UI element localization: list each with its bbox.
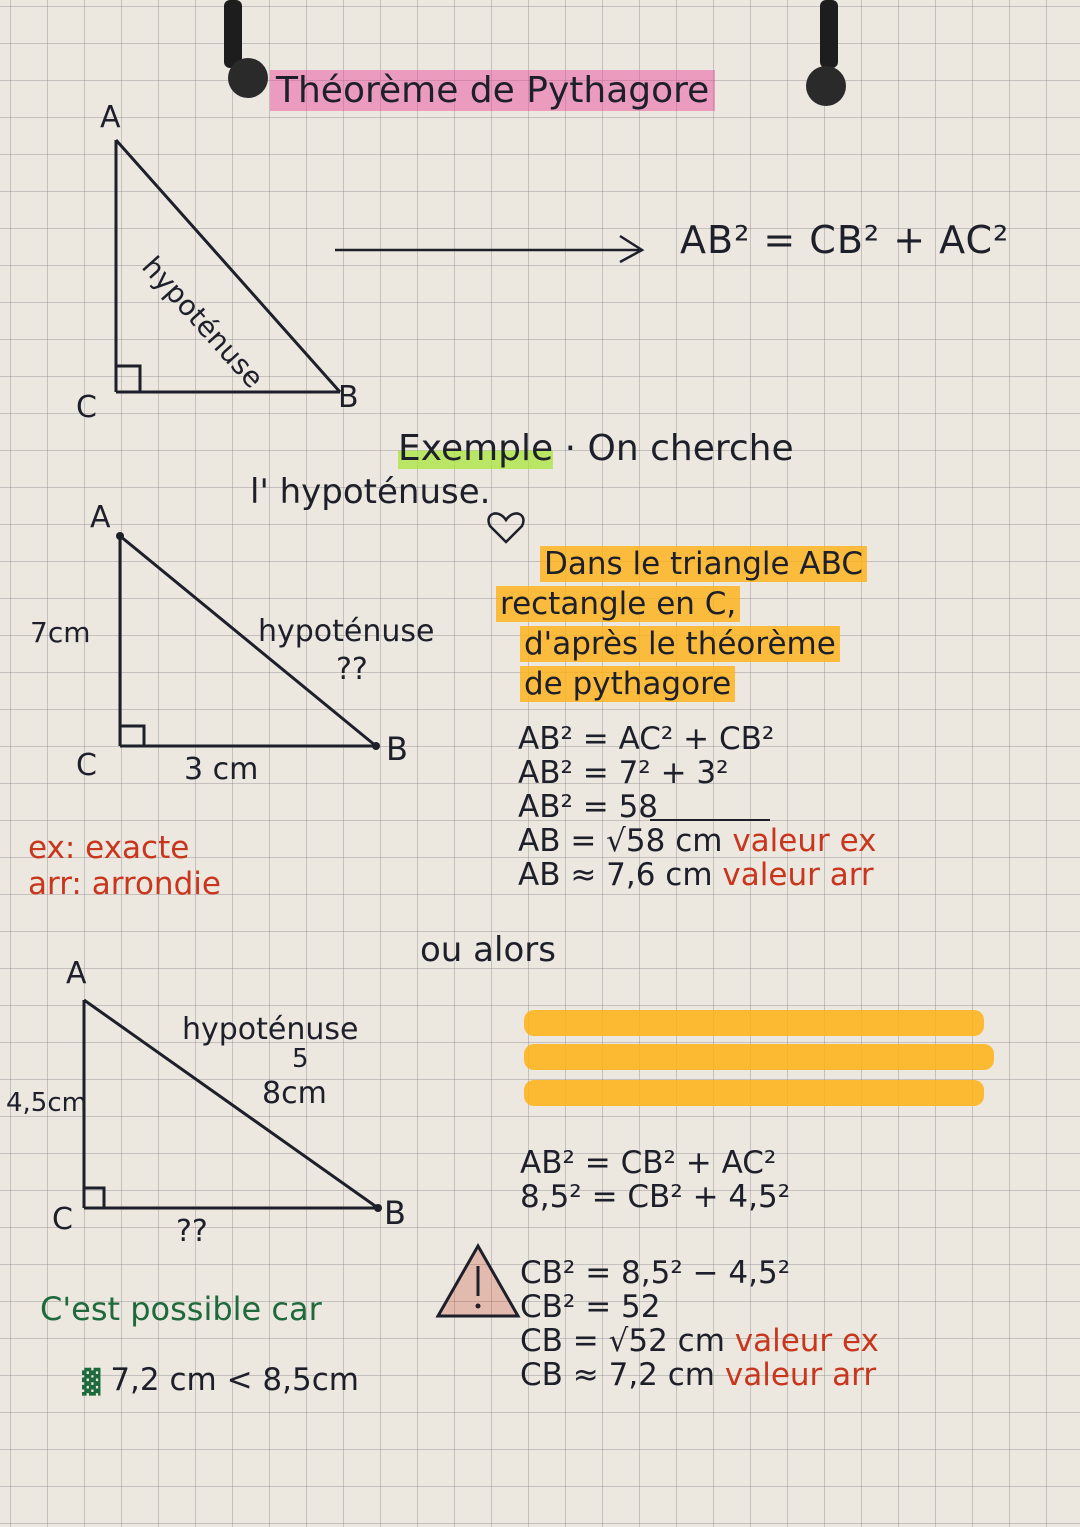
example-word: Exemple	[398, 428, 554, 469]
s1-vertex-b: B	[338, 380, 359, 415]
s2-vertex-c: C	[76, 748, 97, 783]
title-text: Théorème de Pythagore	[270, 70, 715, 111]
abbreviation-legend	[28, 830, 221, 902]
highlighted-sentence	[500, 544, 1060, 704]
s3-hypotenuse-label: hypoténuse	[182, 1012, 359, 1047]
highlight-bar	[524, 1044, 994, 1070]
point-b-dot	[372, 742, 380, 750]
highlight-line-2: rectangle en C,	[496, 584, 1060, 624]
highlight-bar	[524, 1080, 984, 1106]
s2-side-ac: 7cm	[30, 616, 91, 649]
s2-vertex-b: B	[386, 730, 408, 768]
or-else-connector: ou alors	[420, 930, 556, 970]
s3-hypotenuse-old-value: 5	[292, 1044, 309, 1074]
legend-rounded: arr: arrondie	[28, 866, 221, 902]
conclusion-line-1: C'est possible car	[40, 1290, 322, 1328]
s3-side-cb: ??	[176, 1214, 208, 1249]
s3-step: 8,5² = CB² + 4,5²	[520, 1179, 791, 1216]
arrow-icon	[335, 236, 642, 262]
s2-steps	[518, 722, 876, 892]
s3-step: AB² = CB² + AC²	[520, 1145, 777, 1181]
highlight-bar	[524, 1010, 984, 1036]
s2-step: AB² = 7² + 3²	[518, 755, 729, 792]
s3-step: CB = √52 cm valeur ex	[520, 1323, 879, 1360]
s1-vertex-c: C	[76, 390, 97, 425]
scribble-mark: ▓	[82, 1368, 101, 1396]
point-a-dot	[116, 532, 124, 540]
rounded-value-note: valeur arr	[724, 1357, 877, 1394]
example-rest: · On cherche	[553, 428, 794, 469]
s2-side-cb: 3 cm	[184, 752, 259, 787]
s3-steps	[520, 1256, 879, 1392]
s1-hypotenuse-label: hypoténuse	[135, 250, 271, 395]
s2-step: AB ≈ 7,6 cm valeur arr	[518, 857, 874, 894]
s2-vertex-a: A	[90, 500, 111, 535]
s3-vertex-b: B	[384, 1194, 406, 1232]
s2-step: AB = √58 cm valeur ex	[518, 823, 877, 860]
pythagoras-formula: AB² = CB² + AC²	[680, 218, 1010, 262]
s3-vertex-a: A	[66, 956, 87, 991]
s3-step: CB² = 52	[520, 1289, 661, 1326]
s3-vertex-c: C	[52, 1202, 73, 1237]
exact-value-note: valeur ex	[734, 1323, 879, 1360]
s2-hypotenuse-value: ??	[336, 652, 368, 687]
s3-step: CB² = 8,5² − 4,5²	[520, 1255, 791, 1291]
example-heading	[398, 428, 794, 469]
exact-value-note: valeur ex	[732, 823, 877, 860]
rounded-value-note: valeur arr	[722, 857, 874, 894]
s3-hypotenuse-value: 8cm	[262, 1076, 327, 1111]
legend-exact: ex: exacte	[28, 830, 190, 866]
point-b3-dot	[374, 1204, 382, 1212]
example-heading-line2: l' hypoténuse.	[250, 472, 491, 512]
warning-triangle-icon	[438, 1246, 518, 1316]
s3-side-ac: 4,5cm	[6, 1088, 87, 1118]
s2-hypotenuse-label: hypoténuse	[258, 614, 435, 649]
highlight-line-1: Dans le triangle ABC	[520, 544, 1060, 584]
highlight-line-3: d'après le théorème	[520, 624, 1060, 664]
s3-step: CB ≈ 7,2 cm valeur arr	[520, 1357, 877, 1394]
s3-steps-top	[520, 1146, 790, 1214]
conclusion-line-2: ▓ 7,2 cm < 8,5cm	[82, 1362, 359, 1398]
s2-step: AB² = 58	[518, 789, 659, 826]
highlight-line-4: de pythagore	[520, 664, 1060, 704]
heart-icon	[489, 513, 524, 542]
s1-vertex-a: A	[100, 100, 121, 135]
s2-step: AB² = AC² + CB²	[518, 721, 775, 757]
